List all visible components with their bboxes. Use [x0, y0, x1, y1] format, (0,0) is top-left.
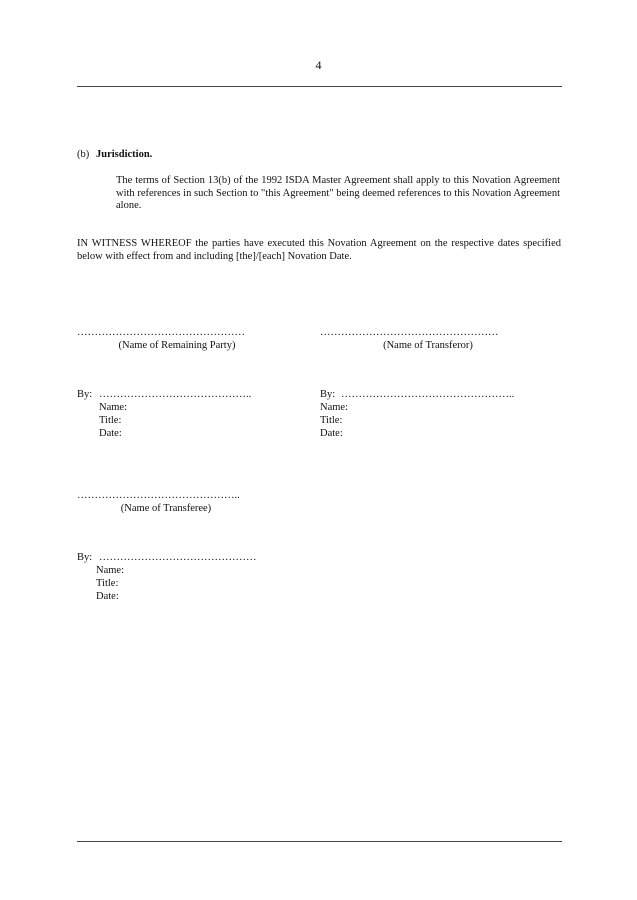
transferor-name-label: Name:: [320, 402, 348, 413]
remaining-party-title-label: Title:: [99, 415, 122, 426]
transferee-by-line: ………………………………………: [99, 552, 257, 563]
remaining-party-by-label: By:: [77, 389, 93, 400]
remaining-party-name-line: …………………………………………: [77, 327, 245, 338]
jurisdiction-paragraph: The terms of Section 13(b) of the 1992 ISDA Master Agreement shall apply to this Novation Agreement with references in such Section to "this Agreement" being deemed references to this Novation Agreement alone.: [116, 175, 560, 211]
transferee-name-line: ………………………………………..: [77, 490, 240, 501]
witness-paragraph: IN WITNESS WHEREOF the parties have executed this Novation Agreement on the respective dates specified below with effect from and including [the]/[each] Novation Date.: [77, 238, 561, 262]
transferor-by-line: …………………………………………..: [341, 389, 515, 400]
page-number: 4: [315, 58, 322, 72]
section-title: Jurisdiction.: [96, 149, 153, 160]
transferee-title-label: Title:: [96, 578, 119, 589]
footer-rule: [77, 841, 562, 842]
transferor-name-line: ……………………………………………: [320, 327, 499, 338]
transferor-date-label: Date:: [320, 428, 343, 439]
transferor-caption: (Name of Transferor): [383, 340, 473, 351]
remaining-party-date-label: Date:: [99, 428, 122, 439]
section-number: (b): [77, 149, 90, 160]
remaining-party-by-line: ……………………………………..: [99, 389, 252, 400]
transferor-by-label: By:: [320, 389, 336, 400]
transferee-name-label: Name:: [96, 565, 124, 576]
section-heading: [77, 149, 152, 162]
transferee-date-label: Date:: [96, 591, 119, 602]
transferor-title-label: Title:: [320, 415, 343, 426]
transferee-caption: (Name of Transferee): [120, 503, 212, 514]
transferee-by-label: By:: [77, 552, 93, 563]
remaining-party-name-label: Name:: [99, 402, 127, 413]
remaining-party-caption: (Name of Remaining Party): [118, 340, 236, 351]
header-rule: [77, 86, 562, 87]
